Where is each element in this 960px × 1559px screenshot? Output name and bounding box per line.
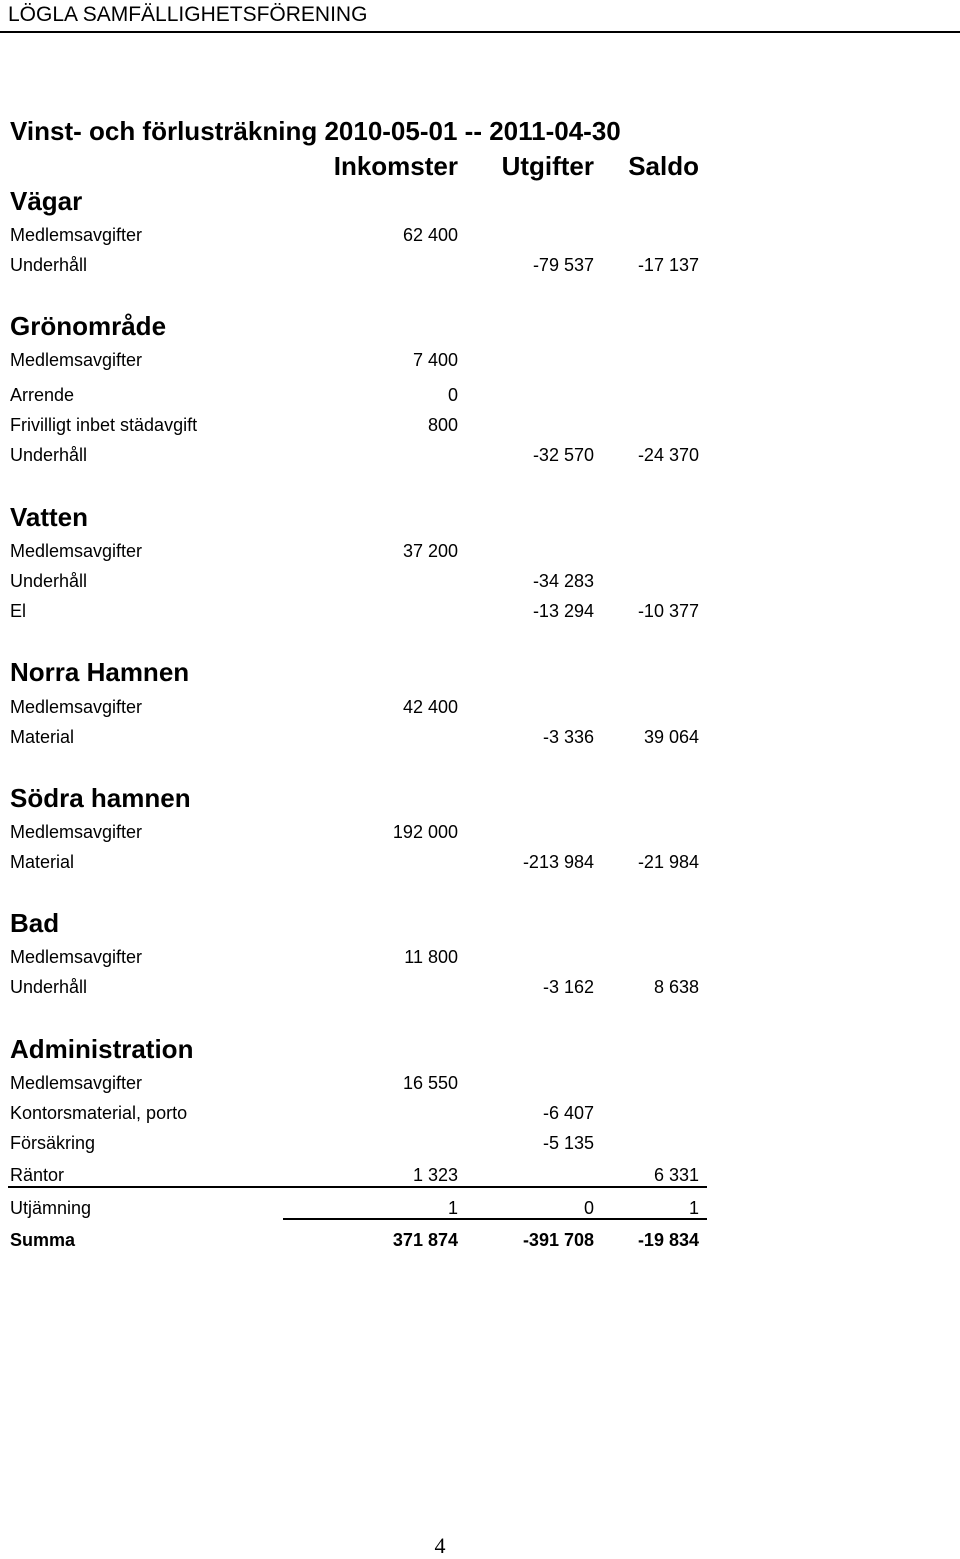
table-row <box>0 601 720 625</box>
balance-cell: -17 137 <box>637 255 699 275</box>
balance-cell: -24 370 <box>637 445 699 465</box>
row-label: Underhåll <box>10 445 88 465</box>
table-row <box>0 697 720 721</box>
row-label: Medlemsavgifter <box>10 541 143 561</box>
row-label: Medlemsavgifter <box>10 822 143 842</box>
section-heading: Administration <box>10 1034 194 1064</box>
row-label: Utjämning <box>10 1198 92 1218</box>
row-label: Medlemsavgifter <box>10 697 143 717</box>
balance-cell: -21 984 <box>637 852 699 872</box>
report-title: Vinst- och förlusträkning 2010-05-01 -- 2011-04-30 <box>10 116 621 146</box>
row-label: Underhåll <box>10 571 88 591</box>
income-cell: 11 800 <box>404 947 458 967</box>
row-label: Medlemsavgifter <box>10 225 143 245</box>
row-label: Material <box>10 727 75 747</box>
income-cell: 7 400 <box>412 350 458 370</box>
income-cell: 37 200 <box>402 541 458 561</box>
total-income: 371 874 <box>392 1230 458 1250</box>
balance-cell: 39 064 <box>643 727 699 747</box>
row-label: Arrende <box>10 385 75 405</box>
table-row <box>0 1103 720 1127</box>
table-row <box>0 415 720 439</box>
total-row <box>0 1230 720 1254</box>
row-label: Frivilligt inbet städavgift <box>10 415 198 435</box>
income-cell: 1 <box>447 1198 458 1218</box>
section-heading: Bad <box>10 908 60 938</box>
header-rule <box>0 31 960 33</box>
expenses-cell: -34 283 <box>532 571 594 591</box>
row-label: Försäkring <box>10 1133 96 1153</box>
expenses-cell: -13 294 <box>532 601 594 621</box>
income-cell: 1 323 <box>412 1165 458 1185</box>
total-expenses: -391 708 <box>522 1230 594 1250</box>
table-row <box>0 571 720 595</box>
table-row <box>0 445 720 469</box>
section-heading: Södra hamnen <box>10 783 191 813</box>
table-row <box>0 822 720 846</box>
expenses-cell: -79 537 <box>532 255 594 275</box>
table-row <box>0 541 720 565</box>
section-heading: Vägar <box>10 186 83 216</box>
balance-cell: 8 638 <box>653 977 699 997</box>
income-cell: 62 400 <box>402 225 458 245</box>
row-label: Medlemsavgifter <box>10 947 143 967</box>
table-row <box>0 255 720 279</box>
expenses-cell: -32 570 <box>532 445 594 465</box>
expenses-cell: -6 407 <box>542 1103 594 1123</box>
income-cell: 800 <box>427 415 458 435</box>
table-row <box>0 1073 720 1097</box>
income-cell: 192 000 <box>392 822 458 842</box>
expenses-cell: -5 135 <box>542 1133 594 1153</box>
row-label: Underhåll <box>10 977 88 997</box>
total-label: Summa <box>10 1230 76 1250</box>
expenses-cell: -3 336 <box>542 727 594 747</box>
row-label: El <box>10 601 27 621</box>
row-label: Material <box>10 852 75 872</box>
income-cell: 42 400 <box>402 697 458 717</box>
expenses-cell: -213 984 <box>522 852 594 872</box>
income-cell: 0 <box>447 385 458 405</box>
total-balance: -19 834 <box>637 1230 699 1250</box>
column-header-expenses: Utgifter <box>501 151 594 181</box>
table-row <box>0 852 720 876</box>
org-name: LÖGLA SAMFÄLLIGHETSFÖRENING <box>8 3 368 26</box>
table-row <box>0 977 720 1001</box>
table-row <box>0 385 720 409</box>
row-label: Medlemsavgifter <box>10 350 143 370</box>
section-heading: Grönområde <box>10 311 167 341</box>
balance-cell: -10 377 <box>637 601 699 621</box>
expenses-cell: -3 162 <box>542 977 594 997</box>
column-header-balance: Saldo <box>628 151 699 181</box>
section-heading: Norra Hamnen <box>10 657 190 687</box>
row-label: Underhåll <box>10 255 88 275</box>
balance-cell: 6 331 <box>653 1165 699 1185</box>
row-label: Medlemsavgifter <box>10 1073 143 1093</box>
table-row <box>0 947 720 971</box>
table-row <box>0 225 720 249</box>
page-number: 4 <box>434 1533 446 1558</box>
sum-divider <box>283 1218 707 1220</box>
table-row <box>0 350 720 374</box>
section-heading: Vatten <box>10 502 89 532</box>
table-row <box>0 1133 720 1157</box>
row-label: Räntor <box>10 1165 65 1185</box>
expenses-cell: 0 <box>583 1198 594 1218</box>
income-cell: 16 550 <box>402 1073 458 1093</box>
table-row <box>0 727 720 751</box>
table-divider <box>8 1186 707 1188</box>
balance-cell: 1 <box>688 1198 699 1218</box>
row-label: Kontorsmaterial, porto <box>10 1103 188 1123</box>
column-header-income: Inkomster <box>333 151 458 181</box>
